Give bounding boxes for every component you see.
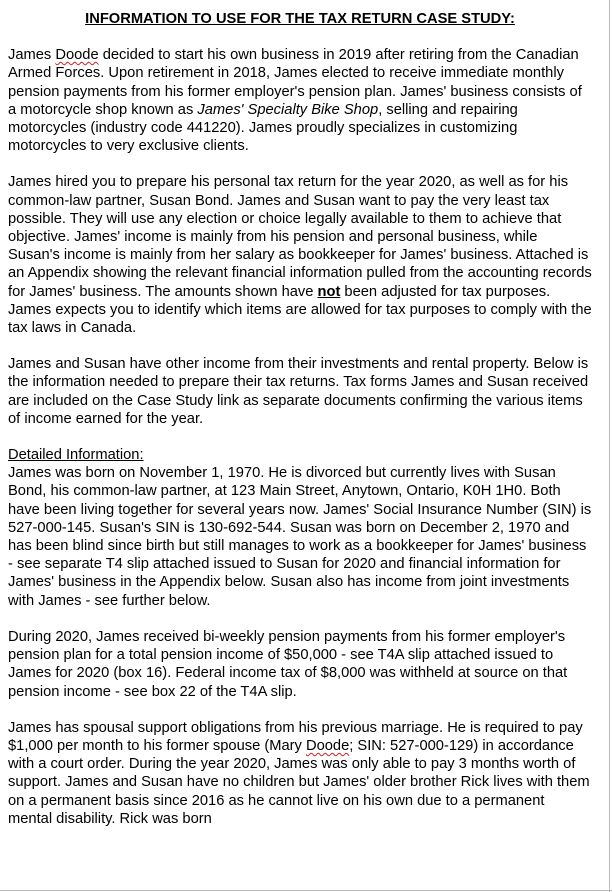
emphasis-not: not bbox=[317, 283, 341, 300]
surname-spellcheck: Doode bbox=[55, 47, 99, 64]
paragraph-detailed-information bbox=[8, 446, 592, 610]
surname-spellcheck-2: Doode bbox=[305, 737, 350, 754]
paragraph-pension: During 2020, James received bi-weekly pension payments from his former employer's pension plan for a total pension income of $50,000 - see T4A slip attached issued to James for 2020 (box 16). Federal income tax of $8,000 was withheld at source on that pension income - see box 22 of the T4A slip. bbox=[8, 628, 568, 700]
paragraph-other-income: James and Susan have other income from their investments and rental property. Below is the information needed to prepare their tax returns. Tax forms James and Susan received are included on the Case Study link as separate documents confirming the various items of income earned for the year. bbox=[8, 356, 589, 427]
intro-text-2: decided to start his own business in 2019 after retiring from the Canadian Armed Forces. Upon retirement in 2018, James elected to receive immediate monthly pension payments from his former employer's pension plan. James' business consists of a motorcycle shop known as bbox=[8, 47, 582, 118]
shop-name: James' Specialty Bike Shop bbox=[197, 101, 379, 118]
paragraph-engagement bbox=[8, 173, 592, 337]
support-text-1: James has spousal support obligations from his previous marriage. He is required to pay $1,000 per month to his former spouse (Mary bbox=[8, 719, 583, 754]
document-title: INFORMATION TO USE FOR THE TAX RETURN CASE STUDY: bbox=[85, 11, 515, 27]
paragraph-intro bbox=[8, 46, 592, 155]
page-right-edge bbox=[609, 0, 610, 892]
page-bottom-edge bbox=[0, 890, 612, 891]
detailed-information-body: James was born on November 1, 1970. He is divorced but currently lives with Susan Bond, his common-law partner, at 123 Main Street, Anytown, Ontario, K0H 1H0. Both have been living together for several years now. James' Social Insurance Number (SIN) is 527-000-145. Susan's SIN is 130-692-544. Susan was born on December 2, 1970 and has been blind since birth but still manages to work as a bookkeeper for James' business - see separate T4 slip attached issued to Susan for 2020 and financial information for James' business in the Appendix below. Susan also has income from joint investments with James - see further below. bbox=[8, 465, 592, 609]
support-text-2: ; SIN: 527-000-129) in accordance with a court order. During the year 2020, James was only able to pay 3 months worth of support. James and Susan have no children but James' older brother Rick lives with them on a permanent basis since 2016 as he cannot live on his own due to a permanent mental disability. Rick was born bbox=[8, 737, 590, 827]
detailed-information-heading: Detailed Information: bbox=[8, 447, 144, 464]
intro-text-3: , selling and repairing motorcycles (industry code 441220). James proudly specializes in customizing motorcycles to very exclusive clients. bbox=[8, 101, 518, 155]
paragraph-spousal-support bbox=[8, 719, 592, 828]
intro-text-1: James bbox=[8, 47, 56, 64]
engagement-text-1: James hired you to prepare his personal tax return for the year 2020, as well as for his common-law partner, Susan Bond. James and Susan want to pay the very least tax possible. They will use any election or choice legally available to them to achieve that objective. James' income is mainly from his pension and personal business, while Susan's income is mainly from her salary as bookkeeper for James' business. Attached is an Appendix showing the relevant financial information pulled from the accounting records for James' business. The amounts shown have bbox=[8, 174, 592, 300]
engagement-text-2: been adjusted for tax purposes. James expects you to identify which items are allowed for tax purposes to comply with the tax laws in Canada. bbox=[8, 283, 592, 337]
